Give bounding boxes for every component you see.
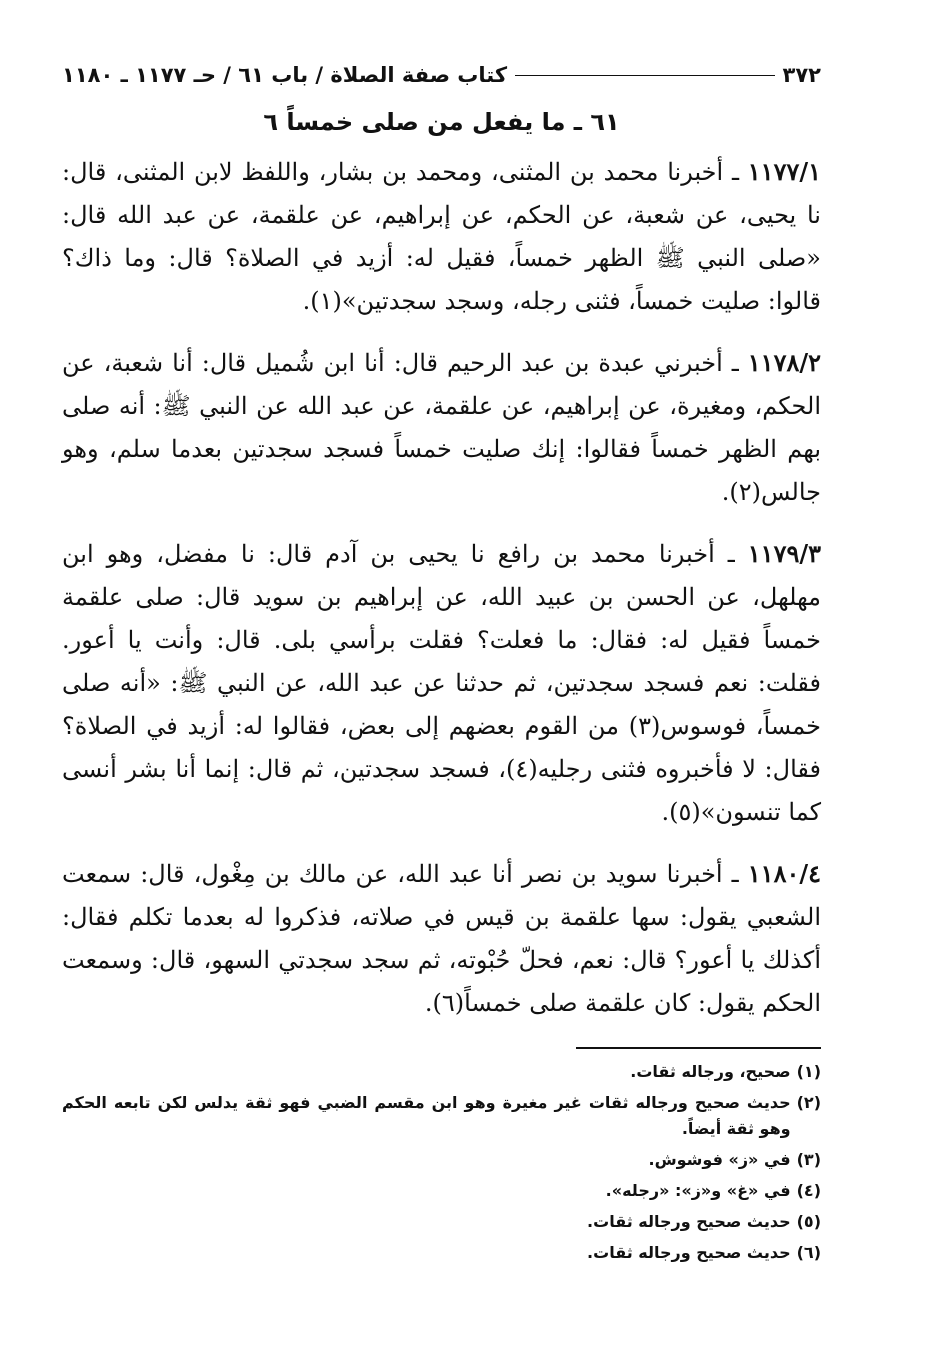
footnote-item [62, 1147, 821, 1173]
footnote-divider [576, 1047, 821, 1049]
footnote-number: (٢) [796, 1093, 821, 1112]
footnote-number: (٦) [796, 1243, 821, 1262]
header-rule [515, 75, 774, 76]
hadith-paragraph [62, 150, 821, 323]
footnote-item [62, 1059, 821, 1085]
hadith-number: ١١٧٩/٣ [747, 539, 821, 568]
hadith-paragraph [62, 852, 821, 1025]
footnote-text: صحيح، ورجاله ثقات. [630, 1062, 791, 1081]
footnote-text: حديث صحيح ورجاله ثقات. [587, 1212, 791, 1231]
footnote-text: في «ز» فوشوش. [648, 1150, 791, 1169]
hadith-number: ١١٧٨/٢ [747, 348, 821, 377]
footnote-item [62, 1209, 821, 1235]
footnote-text: حديث صحيح ورجاله ثقات. [587, 1243, 791, 1262]
footnote-number: (٤) [796, 1181, 821, 1200]
footnote-item [62, 1090, 821, 1142]
footnote-item [62, 1178, 821, 1204]
running-header [62, 60, 821, 90]
hadith-text: ـ أخبرنا محمد بن المثنى، ومحمد بن بشار، واللفظ لابن المثنى، قال: نا يحيى، عن شعبة، عن الحكم، عن إبراهيم، عن علقمة، عن عبد الله قال: «صلى النبي ﷺ الظهر خمساً، فقيل له: أزيد في الصلاة؟ قال: وما ذاك؟ قالوا: صليت خمساً، فثنى رجله، وسجد سجدتين»(١). [62, 158, 821, 315]
footnote-text: حديث صحيح ورجاله ثقات غير مغيرة وهو ابن مقسم الضبي فهو ثقة يدلس لكن تابعه الحكم وهو ثقة أيضاً. [62, 1093, 791, 1138]
footnote-text: في «غ» و«ز»: «رجله». [605, 1181, 791, 1200]
hadith-text: ـ أخبرنا محمد بن رافع نا يحيى بن آدم قال: نا مفضل، وهو ابن مهلهل، عن الحسن بن عبيد الله، عن إبراهيم بن سويد قال: صلى علقمة خمساً فقيل له: فقال: ما فعلت؟ فقلت برأسي بلى. قال: وأنت يا أعور. فقلت: نعم فسجد سجدتين، ثم حدثنا عن عبد الله، عن النبي ﷺ: «أنه صلى خمساً، فوسوس(٣) من القوم بعضهم إلى بعض، فقالوا له: أزيد في الصلاة؟ فقال: لا فأخبروه فثنى رجليه(٤)، فسجد سجدتين، ثم قال: إنما أنا بشر أنسى كما تنسون»(٥). [62, 540, 821, 826]
hadith-number: ١١٧٧/١ [747, 157, 821, 186]
hadith-paragraph [62, 341, 821, 514]
footnote-number: (١) [796, 1062, 821, 1081]
chapter-title: ٦١ ـ ما يفعل من صلى خمساً ٦ [263, 108, 620, 136]
footnote-number: (٣) [796, 1150, 821, 1169]
hadith-number: ١١٨٠/٤ [747, 859, 821, 888]
footnotes-section [62, 1059, 821, 1266]
footnote-item [62, 1240, 821, 1266]
footnote-number: (٥) [796, 1212, 821, 1231]
page-number: ٣٧٢ [782, 63, 821, 87]
hadith-paragraph [62, 532, 821, 834]
running-title: كتاب صفة الصلاة / باب ٦١ / حـ ١١٧٧ ـ ١١٨٠ [62, 63, 508, 87]
hadith-text: ـ أخبرني عبدة بن عبد الرحيم قال: أنا ابن شُميل قال: أنا شعبة، عن الحكم، ومغيرة، عن إبراهيم، عن علقمة، عن عبد الله عن النبي ﷺ: أنه صلى بهم الظهر خمساً فقالوا: إنك صليت خمساً فسجد سجدتين بعدما سلم، وهو جالس(٢). [62, 349, 821, 506]
hadith-text: ـ أخبرنا سويد بن نصر أنا عبد الله، عن مالك بن مِغْول، قال: سمعت الشعبي يقول: سها علقمة بن قيس في صلاته، فذكروا له بعدما تكلم فقال: أكذلك يا أعور؟ قال: نعم، فحلّ حُبْوته، ثم سجد سجدتي السهو، قال: وسمعت الحكم يقول: كان علقمة صلى خمساً(٦). [62, 860, 821, 1017]
